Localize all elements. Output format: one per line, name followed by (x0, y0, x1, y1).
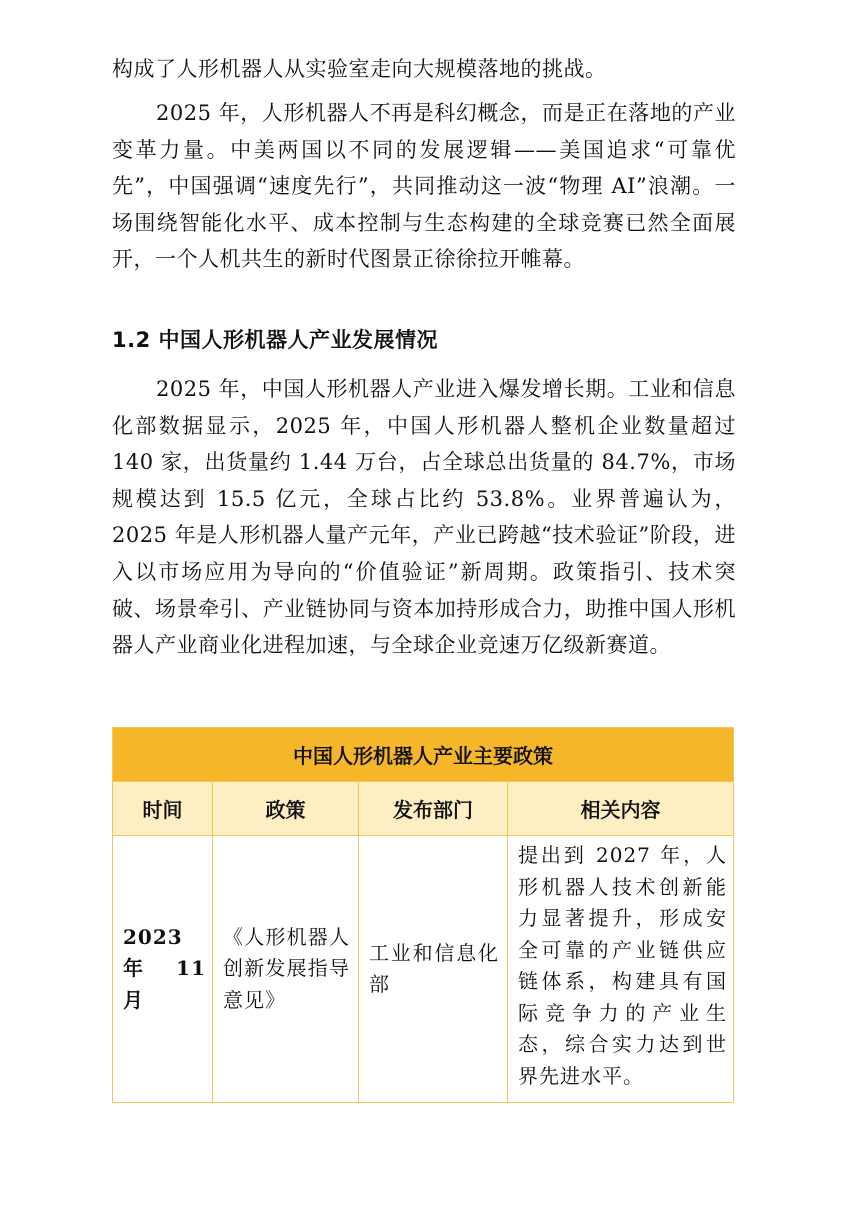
column-header-department: 发布部门 (359, 782, 508, 836)
paragraph-3: 2025 年，中国人形机器人产业进入爆发增长期。工业和信息化部数据显示，2025 年，中国人形机器人整机企业数量超过 140 家，出货量约 1.44 万台，占全球总出货量的 84.7%，市场规模达到 15.5 亿元，全球占比约 53.8%。业界普遍认为，2025 年是人形机器人量产元年，产业已跨越“技术验证”阶段，进入以市场应用为导向的“价值验证”新周期。政策指引、技术突破、场景牵引、产业链协同与资本加持形成合力，助推中国人形机器人产业商业化进程加速，与全球企业竞速万亿级新赛道。 (112, 377, 736, 658)
cell-content: 提出到 2027 年，人形机器人技术创新能力显著提升，形成安全可靠的产业链供应链体系，构建具有国际竞争力的产业生态，综合实力达到世界先进水平。 (508, 836, 734, 1103)
column-header-content: 相关内容 (508, 782, 734, 836)
column-header-policy: 政策 (213, 782, 359, 836)
section-heading: 1.2 中国人形机器人产业发展情况 (112, 328, 439, 352)
column-header-time: 时间 (113, 782, 213, 836)
table-title-row (113, 728, 734, 782)
table-row (113, 836, 734, 1103)
paragraph-1: 构成了人形机器人从实验室走向大规模落地的挑战。 (112, 57, 607, 81)
policy-table (112, 727, 734, 1103)
cell-department: 工业和信息化部 (359, 836, 508, 1103)
paragraph-2: 2025 年，人形机器人不再是科幻概念，而是正在落地的产业变革力量。中美两国以不同的发展逻辑——美国追求“可靠优先”，中国强调“速度先行”，共同推动这一波“物理 AI”浪潮。一场围绕智能化水平、成本控制与生态构建的全球竞赛已然全面展开，一个人机共生的新时代图景正徐徐拉开帷幕。 (112, 101, 736, 272)
table-header-row (113, 782, 734, 836)
cell-time: 2023 年 11 月 (113, 836, 213, 1103)
table-title: 中国人形机器人产业主要政策 (113, 728, 734, 782)
cell-policy: 《人形机器人创新发展指导意见》 (213, 836, 359, 1103)
